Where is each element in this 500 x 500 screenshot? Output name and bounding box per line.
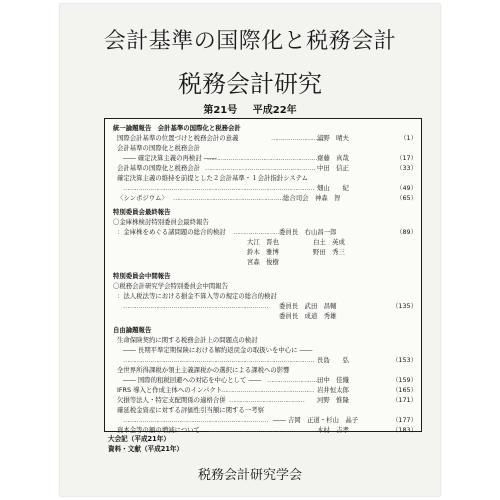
- leader-dots: …………………………………: [229, 396, 305, 404]
- entry-author: 委員長 右山昌一郎: [279, 228, 337, 236]
- entry-author: 野田 秀三: [313, 248, 345, 256]
- entry-author: 長島 弘: [317, 356, 349, 364]
- toc-author-row: [105, 311, 421, 321]
- entry-page: （49）: [396, 184, 417, 192]
- book-cover: [60, 4, 440, 496]
- publisher-name: 税務会計研究学会: [197, 468, 302, 483]
- entry-page: （177）: [392, 416, 417, 424]
- leader-dots: ……………………: [233, 228, 280, 236]
- entry-title: 生命保険契約に関する税務会計上の問題点の検討: [117, 336, 258, 344]
- issue-line: [60, 101, 440, 116]
- entry-author: 畑山 紀: [317, 184, 349, 192]
- toc-entry: [105, 227, 421, 237]
- toc-entry: [105, 193, 421, 203]
- entry-author: 鈴木 雅博: [247, 248, 279, 256]
- toc-section-heading: 自由論題報告: [113, 326, 152, 334]
- leader-dots: …………………………………………: [221, 386, 314, 394]
- entry-page: （171）: [392, 396, 417, 404]
- entry-title: 欠損等法人・特定支配関係の適格合併: [117, 396, 226, 404]
- toc-entry: [105, 395, 421, 405]
- issue-number: 第21号: [203, 105, 238, 116]
- entry-title: 確定決算主義の維持を前提とした２会計基準・１会計指針システム: [117, 174, 309, 182]
- entry-author: 田中 佳織: [317, 376, 349, 384]
- toc-section-heading: 統一論題報告 会計基準の国際化と税務会計: [113, 124, 241, 132]
- entry-title: 資本金等の額の増減について: [117, 426, 200, 434]
- toc-entry: [105, 173, 421, 183]
- leader-dots: …………………………………………………: [173, 194, 284, 202]
- entry-title: ：金庫株をめぐる諸問題の総合的検討: [117, 228, 226, 236]
- entry-author: 浦野 晴夫: [317, 134, 349, 142]
- entry-title: 〇税務会計研究学会特別委員会中間報告: [113, 282, 229, 290]
- toc-author-row: [105, 257, 421, 267]
- entry-author: 齋藤 真哉: [317, 154, 349, 162]
- leader-dots: …………………………………………………: [209, 426, 320, 434]
- entry-author: 委員長 成道 秀雄: [279, 312, 337, 320]
- entry-author: 木村 吉孝: [317, 426, 349, 434]
- entry-author: 大江 晋也: [247, 238, 279, 246]
- leader-dots: …………………………………………………: [207, 154, 318, 162]
- toc-entry: [105, 405, 421, 415]
- toc-entry: [105, 281, 421, 291]
- toc-entry: [105, 217, 421, 227]
- leader-dots: …………………………………………………: [205, 164, 316, 172]
- entry-title: 〇金庫株検討特別委員会最終報告: [113, 218, 209, 226]
- entry-subtitle: ―― 確定決算主義の再検討 ――: [123, 154, 217, 162]
- entry-page: （159）: [392, 376, 417, 384]
- leader-dots: …………………………………………………………………: [123, 302, 268, 310]
- toc-entry: [105, 335, 421, 345]
- entry-page: （183）: [392, 426, 417, 434]
- entry-title: 全世界所得課税か領土主義課税かの選択による課税への影響: [117, 366, 290, 374]
- toc-section-heading: 特別委員会最終報告: [113, 208, 171, 216]
- entry-subtitle: ―― 長期平準定期保険における解約返戻金の取扱いを中心に ――: [123, 346, 313, 354]
- entry-page: （17）: [396, 154, 417, 162]
- entry-title: IFRS 導入と作成主体へのインパクト: [117, 386, 223, 394]
- toc-entry: [105, 291, 421, 301]
- entry-title: 国際会計基準の位置づけと税務会計の意義: [117, 134, 239, 142]
- toc-section-heading: 特別委員会中間報告: [113, 272, 171, 280]
- leader-dots: …………………………………………………………………: [123, 416, 268, 424]
- toc-entry: [105, 375, 421, 385]
- entry-page: （135）: [392, 302, 417, 310]
- entry-author: 総合司会 神森 智: [283, 194, 341, 202]
- journal-title: 税務会計研究: [178, 70, 322, 98]
- entry-page: （153）: [392, 356, 417, 364]
- entry-title: 〈シンポジウム〉: [117, 194, 168, 202]
- entry-author: 白土 英成: [313, 238, 345, 246]
- entry-title: 会計基準の国際化と税務会計: [117, 144, 201, 152]
- leader-dots: ………………………: [271, 134, 324, 142]
- entry-author: 委員長 武田 昌輔: [279, 302, 337, 310]
- table-of-contents: [104, 118, 422, 432]
- toc-entry: [105, 143, 421, 153]
- entry-author: 宮森 俊樹: [247, 258, 279, 266]
- toc-entry: [105, 415, 421, 425]
- toc-entry: [105, 153, 421, 163]
- toc-author-row: [105, 247, 421, 257]
- entry-author: 岩井恒太郎: [317, 386, 349, 394]
- toc-entry: [105, 133, 421, 143]
- appendix-meeting: 大会記（平成21年）: [108, 435, 170, 443]
- entry-title: 確延税金資産に対する評価性引当額に関する一考察: [117, 406, 264, 414]
- toc-entry: [105, 345, 421, 355]
- entry-page: （65）: [396, 194, 417, 202]
- entry-author: 河野 惟隆: [317, 396, 349, 404]
- toc-entry: [105, 163, 421, 173]
- entry-title: ：法人税法等における損金不算入等の規定の総合的検討: [117, 292, 277, 300]
- appendix-materials: 資料・文献（平成21年）: [108, 445, 184, 453]
- toc-appendix: [108, 434, 183, 454]
- entry-page: （33）: [396, 164, 417, 172]
- toc-entry: [105, 355, 421, 365]
- entry-page: （1）: [400, 134, 417, 142]
- entry-page: （89）: [396, 228, 417, 236]
- toc-entry: [105, 385, 421, 395]
- toc-entry: [105, 301, 421, 311]
- leader-dots: ………………………………………………………………………………………: [123, 356, 315, 364]
- issue-year: 平成22年: [252, 105, 297, 116]
- leader-dots: ………………………………………………………………………………………: [123, 184, 315, 192]
- entry-author: 中田 信正: [317, 164, 349, 172]
- toc-author-row: [105, 237, 421, 247]
- leader-dots: ………………………: [267, 376, 320, 384]
- entry-title: 会計基準の国際化と税務会計: [117, 164, 201, 172]
- toc-entry: [105, 183, 421, 193]
- entry-authors: ―― 吉岡 正道・杉山 晶子: [273, 416, 359, 424]
- toc-entry: [105, 365, 421, 375]
- entry-subtitle: ―― 国際的租税回避への対応を中心として ――: [123, 376, 262, 384]
- main-title: 会計基準の国際化と税務会計: [103, 29, 397, 54]
- entry-page: （165）: [392, 386, 417, 394]
